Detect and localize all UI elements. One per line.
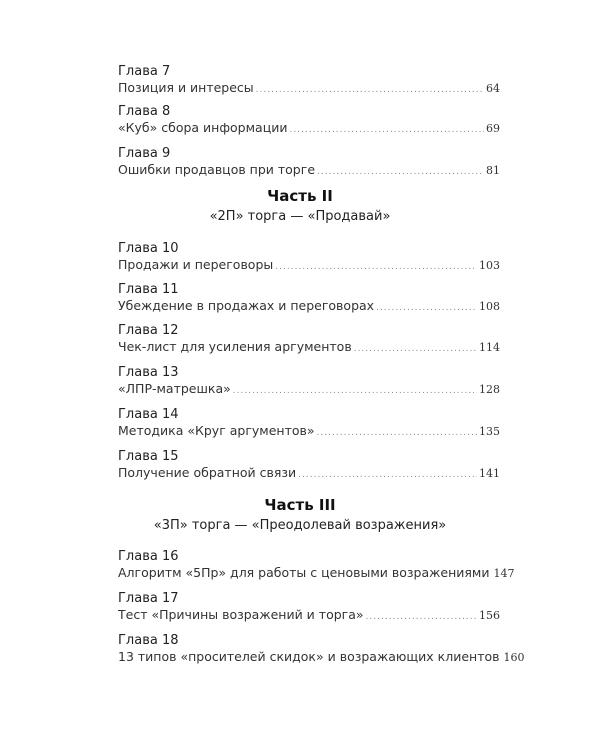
chapter-title: Получение обратной связи	[118, 465, 297, 480]
toc-entry[interactable]	[118, 633, 525, 667]
part-subtitle: «3П» торга — «Преодолевай возражения»	[153, 518, 447, 533]
toc-entry[interactable]	[118, 146, 500, 180]
toc-entry[interactable]	[118, 449, 500, 483]
dot-leader	[275, 262, 477, 272]
chapter-number: Глава 8	[118, 104, 171, 119]
part-subtitle: «2П» торга — «Продавай»	[209, 209, 391, 224]
dot-leader	[376, 303, 477, 313]
toc-entry[interactable]	[118, 104, 500, 138]
chapter-title: Продажи и переговоры	[118, 257, 274, 272]
toc-entry[interactable]	[118, 591, 500, 625]
page-number: 81	[486, 164, 500, 177]
part-heading	[0, 496, 600, 535]
chapter-number: Глава 13	[118, 365, 179, 380]
chapter-title: Убеждение в продажах и переговорах	[118, 298, 375, 313]
dot-leader	[317, 428, 477, 438]
chapter-number: Глава 15	[118, 449, 179, 464]
page-number: 135	[479, 425, 500, 438]
chapter-number: Глава 12	[118, 323, 179, 338]
page-number: 103	[479, 259, 500, 272]
chapter-number: Глава 18	[118, 633, 179, 648]
chapter-title: Алгоритм «5Пр» для работы с ценовыми возражениями	[118, 565, 490, 580]
chapter-title: 13 типов «просителей скидок» и возражающих клиентов	[118, 649, 500, 664]
dot-leader	[366, 612, 477, 622]
part-heading	[0, 187, 600, 226]
toc-entry[interactable]	[118, 365, 500, 399]
chapter-number: Глава 7	[118, 64, 171, 79]
dot-leader	[289, 125, 484, 135]
page-number: 160	[503, 651, 525, 664]
toc-entry[interactable]	[118, 407, 500, 441]
toc-entry[interactable]	[118, 549, 515, 583]
chapter-title: «ЛПР-матрешка»	[118, 381, 231, 396]
page-number: 64	[486, 82, 500, 95]
dot-leader	[233, 386, 477, 396]
chapter-number: Глава 11	[118, 282, 179, 297]
toc-entry[interactable]	[118, 241, 500, 275]
chapter-number: Глава 9	[118, 146, 171, 161]
page-number: 128	[479, 383, 500, 396]
page-number: 108	[479, 300, 500, 313]
chapter-number: Глава 16	[118, 549, 179, 564]
chapter-number: Глава 10	[118, 241, 179, 256]
toc-entry[interactable]	[118, 64, 500, 98]
chapter-title: Позиция и интересы	[118, 80, 254, 95]
chapter-title: Ошибки продавцов при торге	[118, 162, 316, 177]
chapter-number: Глава 17	[118, 591, 179, 606]
part-title: Часть III	[264, 496, 336, 514]
chapter-title: Методика «Круг аргументов»	[118, 423, 315, 438]
page-number: 156	[479, 609, 500, 622]
dot-leader	[256, 85, 484, 95]
dot-leader	[298, 470, 477, 480]
part-title: Часть II	[267, 187, 333, 205]
page-number: 147	[493, 567, 515, 580]
dot-leader	[317, 167, 484, 177]
chapter-title: «Куб» сбора информации	[118, 120, 288, 135]
chapter-title: Тест «Причины возражений и торга»	[118, 607, 364, 622]
chapter-number: Глава 14	[118, 407, 179, 422]
chapter-title: Чек-лист для усиления аргументов	[118, 339, 352, 354]
dot-leader	[354, 344, 477, 354]
page-number: 114	[479, 341, 500, 354]
page-number: 69	[486, 122, 500, 135]
toc-entry[interactable]	[118, 323, 500, 357]
page-number: 141	[479, 467, 500, 480]
toc-entry[interactable]	[118, 282, 500, 316]
